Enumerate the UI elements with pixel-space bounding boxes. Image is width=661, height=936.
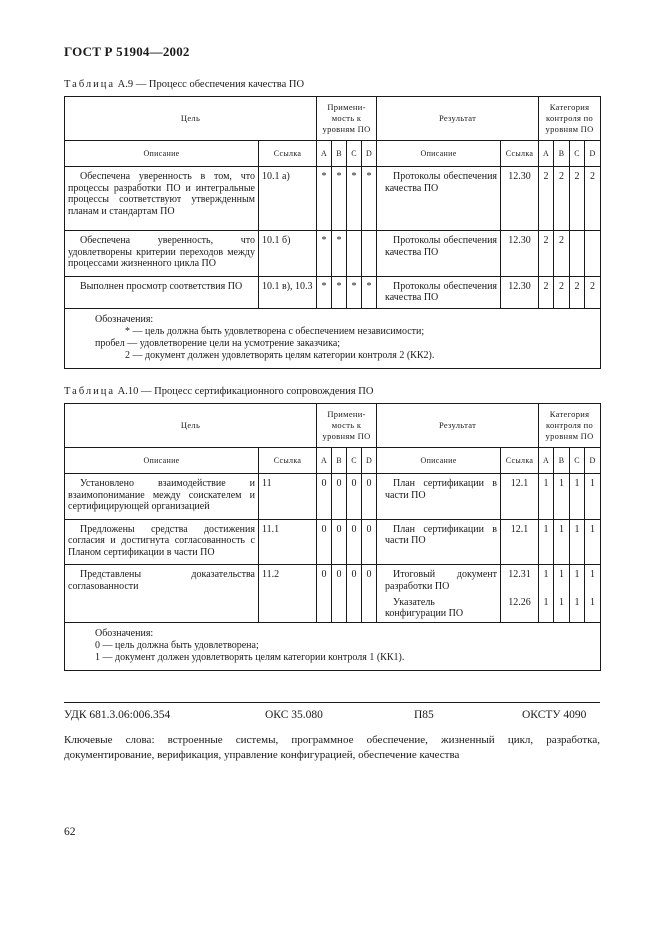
- table-row: Обеспечена уверенность в том, что процессы разработки ПО и интегральные процессы соответствуют утвержденным планам и стандартам ПО 10.1 а) * * * * Протоколы обеспечения качества ПО 12.30 2 2 2 2: [65, 167, 601, 231]
- result-header: Результат: [377, 404, 539, 448]
- udk-code: УДК 681.3.06:006.354: [64, 709, 171, 721]
- level-a-header: A: [317, 448, 332, 474]
- description-header: Описание: [65, 141, 259, 167]
- table-subheader-row: [65, 448, 601, 474]
- table-row: Установлено взаимодействие и взаимопонимание между соискателем и сертифицирующей организацией 11 0 0 0 0 План сертификации в части ПО 12.1 1 1 1 1: [65, 474, 601, 520]
- result-reference-header: Ссылка: [501, 448, 539, 474]
- description-header: Описание: [65, 448, 259, 474]
- table-header-row: [65, 404, 601, 448]
- okstu-code: ОКСТУ 4090: [522, 709, 587, 721]
- cat-d-header: D: [585, 141, 601, 167]
- table-header-row: [65, 97, 601, 141]
- table-a10-notes: Обозначения: 0 — цель должна быть удовлетворена; 1 — документ должен удовлетворять целям категории контроля 1 (КК1).: [65, 623, 601, 671]
- table-a9-notes: Обозначения: * — цель должна быть удовлетворена с обеспечением независимости; пробел — удовлетворение цели на усмотрение заказчика; 2 — документ должен удовлетворять целям категории контроля 2 (КК2).: [65, 308, 601, 368]
- level-d-header: D: [362, 448, 377, 474]
- standard-header: ГОСТ Р 51904—2002: [64, 44, 190, 59]
- table-a9-caption: [64, 79, 304, 90]
- caption-text: А.9 — Процесс обеспечения качества ПО: [115, 79, 305, 90]
- caption-prefix: Таблица: [64, 386, 116, 397]
- level-c-header: C: [347, 448, 362, 474]
- table-row: Предложены средства достижения согласия и достигнута согласованность с Планом сертификации в части ПО 11.1 0 0 0 0 План сертификации в части ПО 12.1 1 1 1 1: [65, 519, 601, 565]
- table-subheader-row: [65, 141, 601, 167]
- level-a-header: A: [317, 141, 332, 167]
- level-b-header: B: [332, 448, 347, 474]
- category-header: Категория контроля по уровням ПО: [539, 404, 601, 448]
- reference-header: Ссылка: [259, 448, 317, 474]
- level-c-header: C: [347, 141, 362, 167]
- table-row: Обеспечена уверенность, что удовлетворены критерии переходов между процессами жизненного цикла ПО 10.1 б) * * Протоколы обеспечения качества ПО 12.30 2 2: [65, 231, 601, 277]
- goal-header: Цель: [65, 97, 317, 141]
- category-header: Категория контроля по уровням ПО: [539, 97, 601, 141]
- page-number: 62: [64, 826, 76, 838]
- cat-c-header: C: [570, 448, 585, 474]
- cat-a-header: A: [539, 448, 554, 474]
- cat-a-header: A: [539, 141, 554, 167]
- table-a10: [64, 403, 601, 671]
- cat-d-header: D: [585, 448, 601, 474]
- cat-b-header: B: [554, 141, 570, 167]
- result-description-header: Описание: [377, 141, 501, 167]
- reference-header: Ссылка: [259, 141, 317, 167]
- result-reference-header: Ссылка: [501, 141, 539, 167]
- table-row: Представлены доказательства соглasованности 11.2 0 0 0 0 Итоговый документ разработки ПО 12.31 1 1 1 1: [65, 565, 601, 593]
- cat-c-header: C: [570, 141, 585, 167]
- applicability-header: Примени- мость к уровням ПО: [317, 404, 377, 448]
- caption-prefix: Таблица: [64, 79, 116, 90]
- table-a9: [64, 96, 601, 369]
- footer-divider: [64, 702, 600, 703]
- level-b-header: B: [332, 141, 347, 167]
- goal-header: Цель: [65, 404, 317, 448]
- p-code: П85: [414, 709, 434, 721]
- applicability-header: Примени- мость к уровням ПО: [317, 97, 377, 141]
- result-header: Результат: [377, 97, 539, 141]
- oks-code: ОКС 35.080: [265, 709, 323, 721]
- notes-row: [65, 623, 601, 671]
- notes-row: [65, 308, 601, 368]
- result-description-header: Описание: [377, 448, 501, 474]
- table-a10-caption: [64, 386, 373, 397]
- caption-text: А.10 — Процесс сертификационного сопровождения ПО: [115, 386, 374, 397]
- keywords: Ключевые слова: встроенные системы, программное обеспечение, жизненный цикл, разработка, документирование, верификация, управление конфигурацией, обеспечение качества: [64, 734, 600, 761]
- table-row: Выполнен просмотр соответствия ПО 10.1 в), 10.3 * * * * Протоколы обеспечения качества ПО 12.30 2 2 2 2: [65, 276, 601, 308]
- cat-b-header: B: [554, 448, 570, 474]
- table-row: Указатель конфигурации ПО 12.26 1 1 1 1: [65, 593, 601, 623]
- level-d-header: D: [362, 141, 377, 167]
